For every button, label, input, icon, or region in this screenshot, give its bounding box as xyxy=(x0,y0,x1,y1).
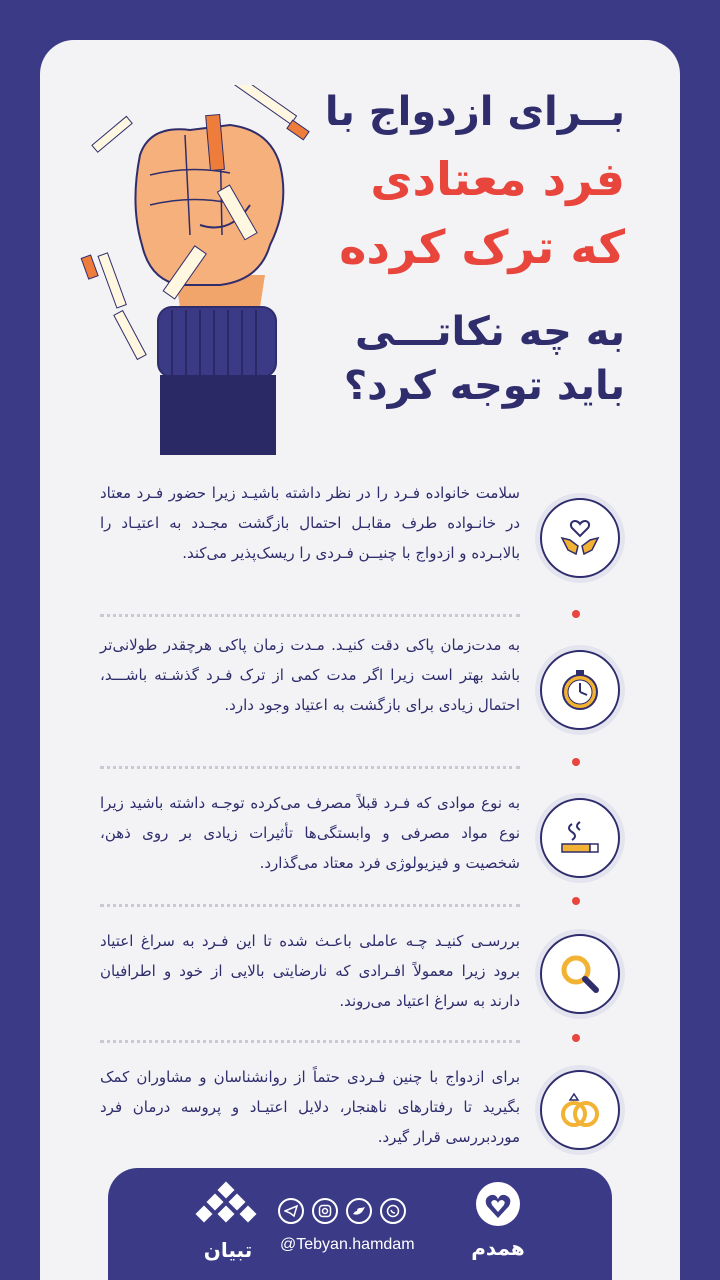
tip-item xyxy=(100,1062,620,1162)
divider xyxy=(100,766,520,769)
tebyan-logo-text: تبیان xyxy=(203,1238,253,1262)
magnifier-icon xyxy=(540,934,620,1014)
hamdam-logo-mark xyxy=(463,1178,533,1234)
headline-line-3: که ترک کرده xyxy=(339,220,625,274)
bullet-dot xyxy=(572,758,580,766)
cigarette-icon xyxy=(540,798,620,878)
tip-item xyxy=(100,788,620,888)
tebyan-logo-mark xyxy=(193,1180,263,1236)
tip-text: برای ازدواج با چنین فـردی حتماً از روانشناسان و مشاوران کمک بگیرید تا رفتارهای ناهنجار، دلایل اعتیـاد و پروسه درمان فرد موردبررسی قرار گیرد. xyxy=(100,1068,520,1146)
headline-line-2: فرد معتادی xyxy=(370,152,625,206)
headline-line-5: باید توجه کرد؟ xyxy=(343,363,625,409)
hamdam-logo-text: همدم xyxy=(471,1236,525,1260)
headline-line-1: بــرای ازدواج با xyxy=(324,89,625,135)
tip-text: سلامت خانواده فـرد را در نظر داشته باشیـد زیرا حضور فـرد معتاد در خانـواده طرف مقابـل احتمال بازگشت مجـدد به اعتیـاد را بالابـرده و ازدواج با چنیــن فـردی را ریسک‌پذیر می‌کند. xyxy=(100,484,520,562)
headline-line-4: به چه نکاتـــی xyxy=(354,309,625,355)
social-handle[interactable]: @Tebyan.hamdam xyxy=(280,1236,415,1253)
tip-item xyxy=(100,478,620,598)
hamdam-logo[interactable] xyxy=(463,1178,533,1268)
tip-text: به نوع موادی که فـرد قبلاً مصرف می‌کرده توجـه داشته باشید زیرا نوع مواد مصرفی و وابستگی‌ها تأثیرات زیادی بر روی ذهن، شخصیت و فیزیولوژی فرد معتاد می‌گذارد. xyxy=(100,794,520,872)
whatsapp-icon[interactable] xyxy=(380,1198,406,1224)
divider xyxy=(100,1040,520,1043)
instagram-icon[interactable] xyxy=(312,1198,338,1224)
hands-heart-icon xyxy=(540,498,620,578)
telegram-icon[interactable] xyxy=(278,1198,304,1224)
footer-bar xyxy=(108,1168,612,1280)
twitter-icon[interactable] xyxy=(346,1198,372,1224)
social-links xyxy=(278,1196,448,1226)
bullet-dot xyxy=(572,1034,580,1042)
clock-icon xyxy=(540,650,620,730)
rings-icon xyxy=(540,1070,620,1150)
bullet-dot xyxy=(572,610,580,618)
tip-item xyxy=(100,926,620,1026)
bullet-dot xyxy=(572,897,580,905)
tebyan-logo[interactable] xyxy=(193,1180,263,1270)
tip-text: بررسـی کنیـد چـه عاملی باعـث شده تا این فـرد به سراغ اعتیاد برود زیرا معمولاً افـرادی که نارضایتی بالایی از خود و اطرافیان دارند به سراغ اعتیاد می‌روند. xyxy=(100,932,520,1010)
tip-item xyxy=(100,630,620,750)
divider xyxy=(100,904,520,907)
divider xyxy=(100,614,520,617)
fist-breaking-cigarettes-illustration xyxy=(80,85,320,455)
tip-text: به مدت‌زمان پاکی دقت کنیـد. مـدت زمان پاکی هرچقدر طولانی‌تر باشد بهتر است زیرا اگر مدت کمی از ترک فـرد گذشـته باشـــد، احتمال زیادی برای بازگشت به اعتیاد وجود دارد. xyxy=(100,636,520,714)
headline xyxy=(324,89,625,426)
